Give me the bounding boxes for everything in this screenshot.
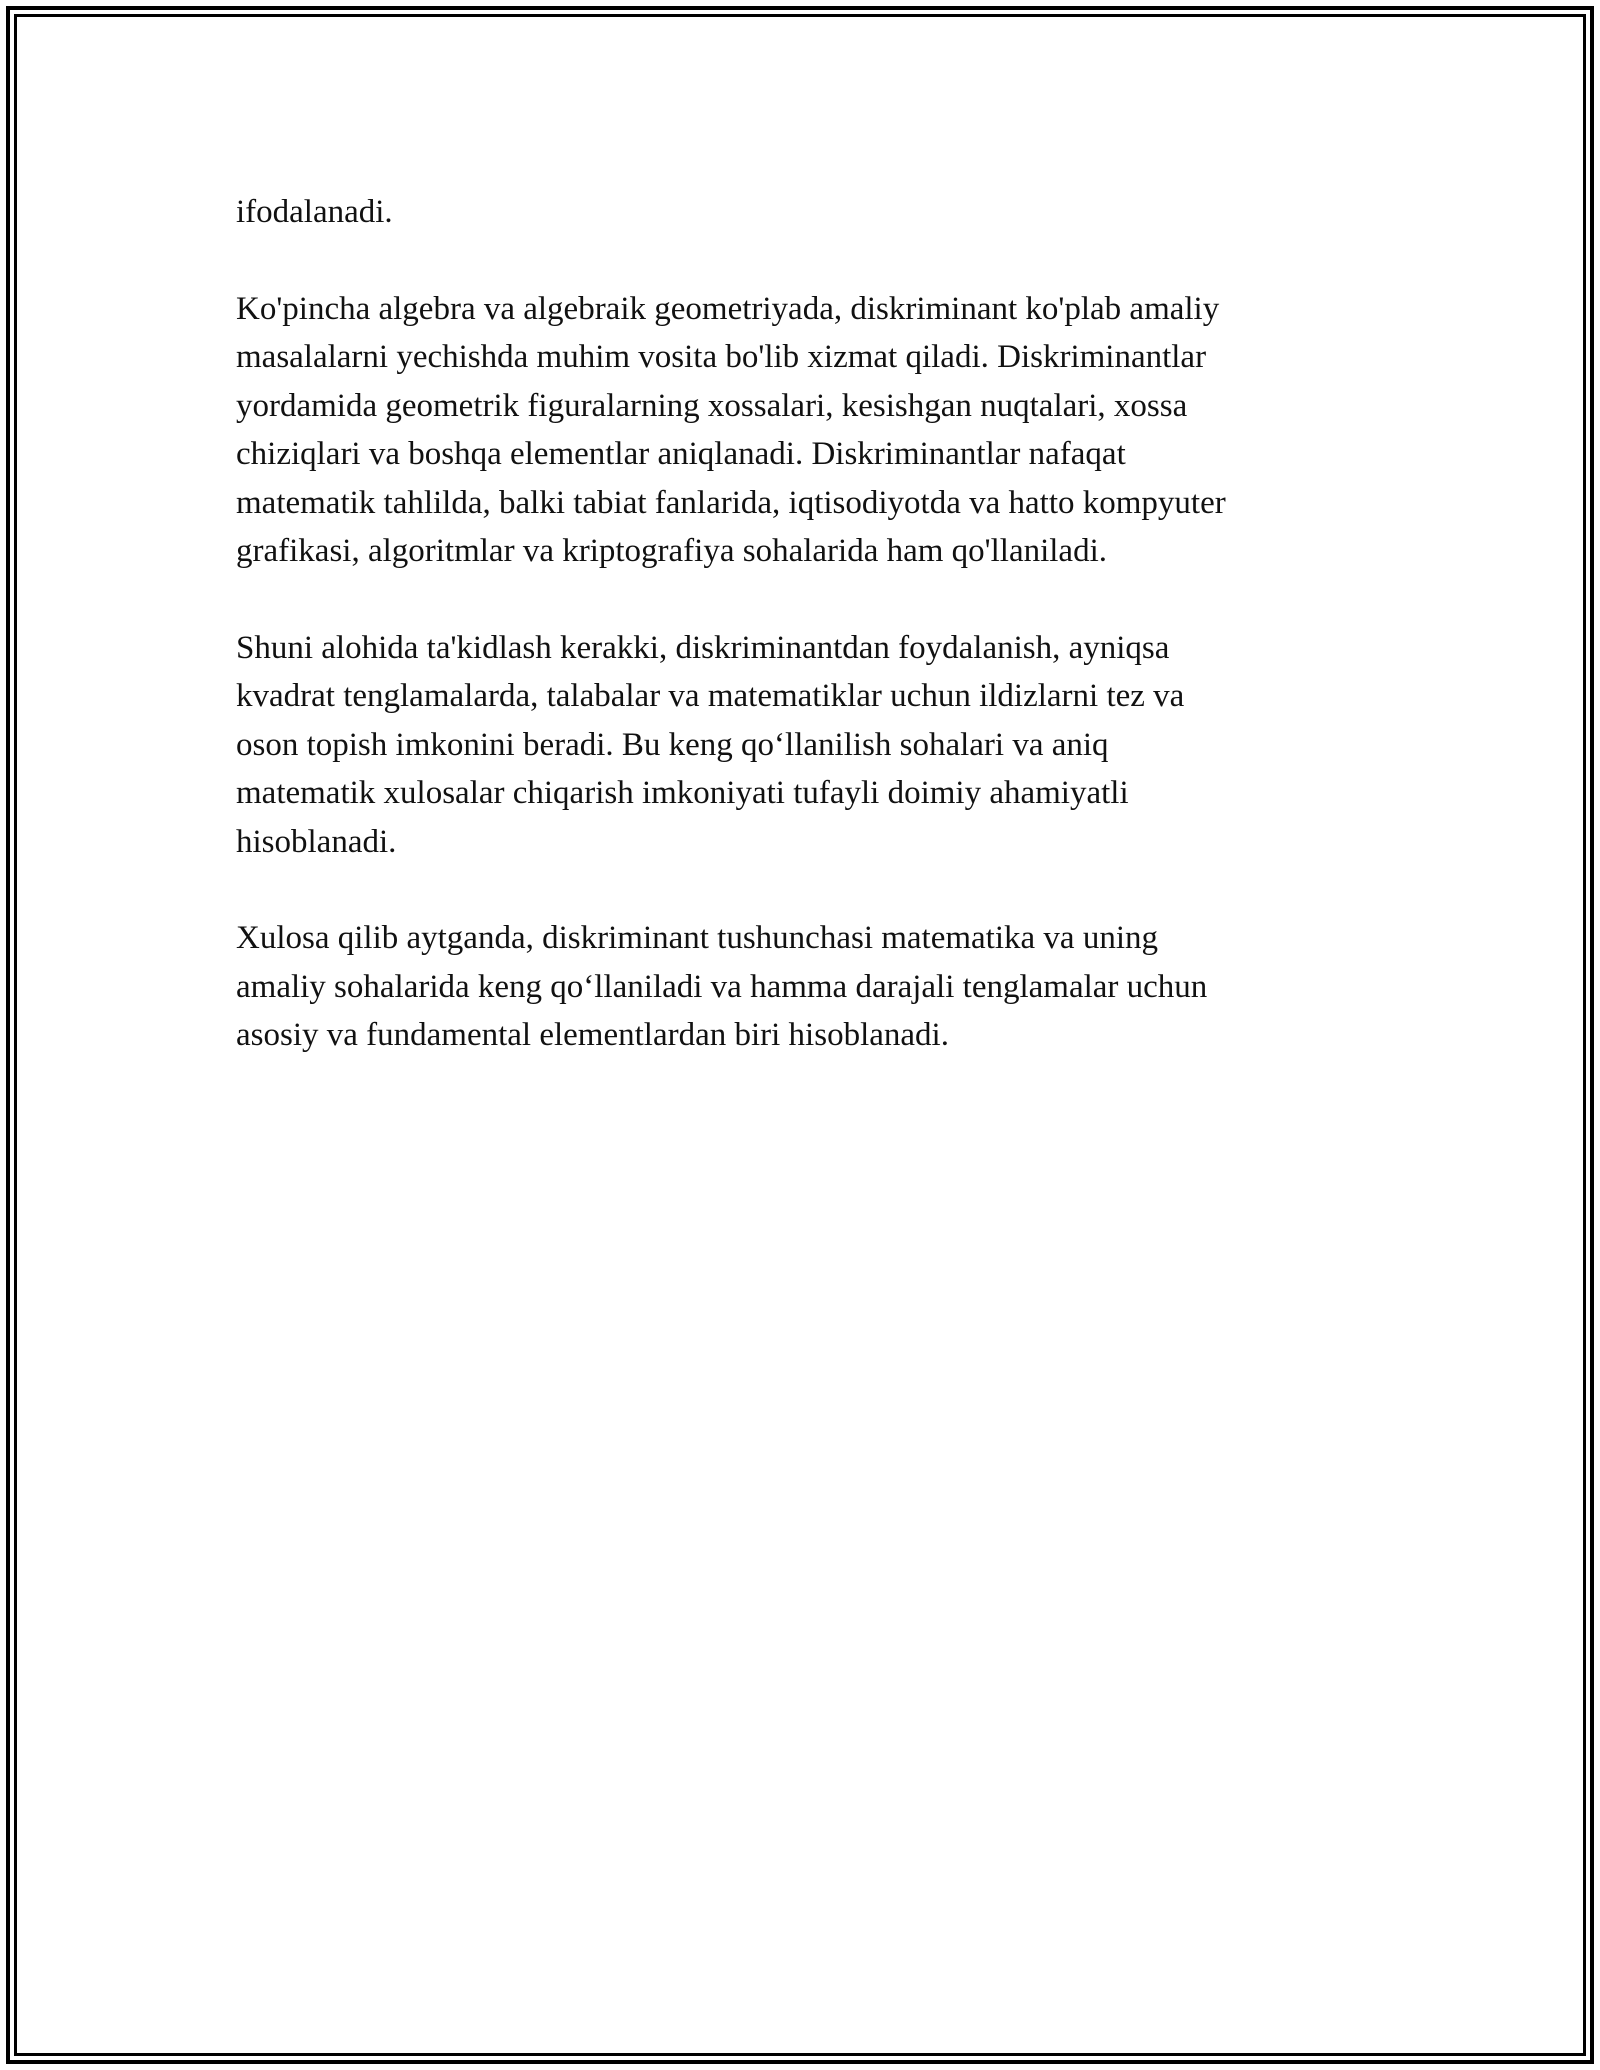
document-body — [236, 188, 1346, 1108]
paragraph-emphasis — [236, 624, 1346, 867]
text-line: chiziqlari va boshqa elementlar aniqlanadi. Diskriminantlar nafaqat — [236, 436, 1126, 472]
text-line: Ko'pincha algebra va algebraik geometriyada, diskriminant ko'plab amaliy — [236, 290, 1220, 327]
text-line: ifodalanadi. — [236, 194, 393, 230]
text-line: matematik xulosalar chiqarish imkoniyati tufayli doimiy ahamiyatli — [236, 775, 1129, 811]
text-line: hisoblanadi. — [236, 823, 397, 860]
text-line: asosiy va fundamental elementlardan biri hisoblanadi. — [236, 1017, 949, 1053]
paragraph-continuation — [236, 188, 1346, 237]
paragraph-applications — [236, 285, 1346, 576]
text-line: oson topish imkonini beradi. Bu keng qo‘llanilish sohalari va aniq — [236, 726, 1109, 763]
text-line: matematik tahlilda, balki tabiat fanlarida, iqtisodiyotda va hatto kompyuter — [236, 484, 1226, 521]
text-line: yordamida geometrik figuralarning xossalari, kesishgan nuqtalari, xossa — [236, 387, 1188, 424]
text-line: Xulosa qilib aytganda, diskriminant tushunchasi matematika va uning — [236, 920, 1158, 956]
paragraph-conclusion — [236, 914, 1346, 1060]
text-line: Shuni alohida ta'kidlash kerakki, diskriminantdan foydalanish, ayniqsa — [236, 629, 1170, 666]
text-line: masalalarni yechishda muhim vosita bo'lib xizmat qiladi. Diskriminantlar — [236, 339, 1207, 375]
text-line: grafikasi, algoritmlar va kriptografiya sohalarida ham qo'llaniladi. — [236, 533, 1107, 569]
text-line: amaliy sohalarida keng qo‘llaniladi va hamma darajali tenglamalar uchun — [236, 968, 1208, 1005]
text-line: kvadrat tenglamalarda, talabalar va matematiklar uchun ildizlarni tez va — [236, 678, 1185, 714]
